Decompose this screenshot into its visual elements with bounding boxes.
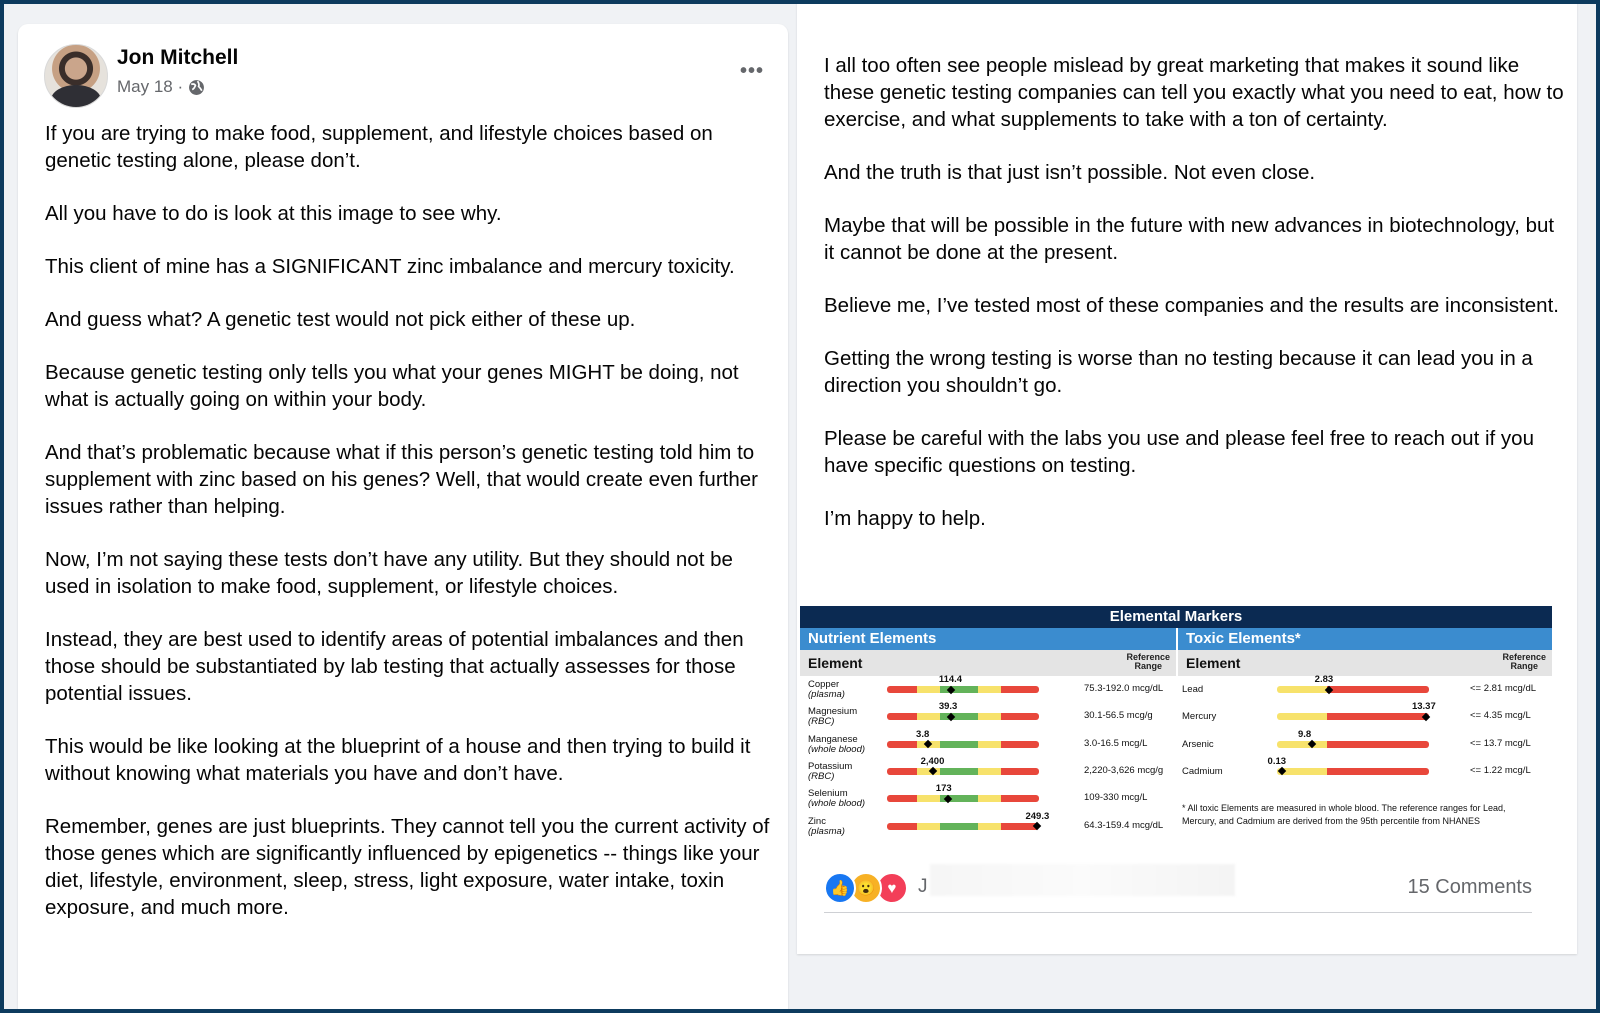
post-paragraph: If you are trying to make food, supplement, and lifestyle choices based on genetic testing alone, please don’t. [45, 122, 719, 172]
toxic-reference: <= 1.22 mcg/L [1470, 764, 1531, 776]
nutrient-name: Magnesium (RBC) [808, 706, 858, 728]
reference-column-label: Reference Range [1502, 652, 1546, 671]
nutrient-reference: 64.3-159.4 mcg/dL [1084, 819, 1164, 831]
post-card-right [797, 4, 1577, 954]
toxic-name: Mercury [1182, 711, 1217, 723]
nutrient-value: 173 [935, 783, 952, 795]
lab-report-image[interactable] [800, 606, 1552, 856]
post-paragraph: Believe me, I’ve tested most of these companies and the results are inconsistent. [824, 294, 1559, 317]
post-header [44, 44, 764, 108]
toxic-value: 13.37 [1411, 701, 1436, 713]
post-paragraph: Remember, genes are just blueprints. They cannot tell you the current activity of those genes which are significantly influenced by epigenetics -- things like your diet, lifestyle, environment, sleep, stress, light exposure, water intake, toxin exposure, and much more. [45, 815, 776, 919]
toxic-column-header [1178, 650, 1552, 676]
toxic-name: Cadmium [1182, 765, 1223, 777]
reference-column-label: Reference Range [1126, 652, 1170, 671]
toxic-reference: <= 4.35 mcg/L [1470, 710, 1531, 722]
column-divider [1176, 628, 1178, 856]
nutrient-value: 249.3 [1025, 810, 1050, 822]
wow-reaction-icon[interactable]: 😮 [850, 872, 882, 904]
post-paragraph: And that’s problematic because what if this person’s genetic testing told him to supplement with zinc based on his genes? Well, that would create even further issues rather than helping. [45, 441, 764, 518]
post-paragraph: Please be careful with the labs you use and please feel free to reach out if you have specific questions on testing. [824, 427, 1540, 477]
post-paragraph: Getting the wrong testing is worse than no testing because it can lead you in a direction you shouldn’t go. [824, 347, 1539, 397]
nutrient-reference: 3.0-16.5 mcg/L [1084, 737, 1148, 749]
toxic-value: 2.83 [1314, 674, 1334, 685]
post-card-left [18, 24, 788, 1009]
nutrient-name: Selenium (whole blood) [808, 788, 866, 810]
nutrient-name: Zinc (plasma) [808, 815, 845, 837]
action-divider [824, 912, 1532, 913]
toxic-reference: <= 13.7 mcg/L [1470, 737, 1531, 749]
toxic-name: Lead [1182, 684, 1204, 695]
post-paragraph: Instead, they are best used to identify areas of potential imbalances and then those should be substantiated by lab testing that actually assesses for those potential issues. [45, 628, 750, 705]
toxic-range-bar [1277, 768, 1429, 775]
toxic-value: 0.13 [1267, 755, 1287, 767]
nutrient-range-bar [887, 741, 1039, 748]
nutrient-reference: 109-330 mcg/L [1084, 792, 1148, 804]
nutrient-name: Copper (plasma) [808, 679, 845, 700]
nutrient-reference: 75.3-192.0 mcg/dL [1084, 683, 1164, 694]
nutrient-value: 3.8 [916, 728, 930, 740]
nutrient-range-bar [887, 823, 1039, 830]
screenshot-frame [4, 4, 1596, 1009]
nutrient-name: Manganese (whole blood) [808, 733, 866, 755]
globe-icon [188, 79, 205, 96]
post-paragraph: Now, I’m not saying these tests don’t have any utility. But they should not be used in isolation to make food, supplement, or lifestyle choices. [45, 548, 739, 598]
reaction-names[interactable]: J [918, 876, 928, 897]
author-avatar[interactable] [44, 44, 108, 108]
nutrient-reference: 30.1-56.5 mcg/g [1084, 710, 1153, 722]
toxic-range-bar [1277, 741, 1429, 748]
nutrient-section-header: Nutrient Elements [800, 628, 1176, 650]
author-name[interactable]: Jon Mitchell [117, 46, 239, 69]
post-paragraph: I all too often see people mislead by great marketing that makes it sound like these genetic testing companies can tell you exactly what you need to eat, how to exercise, and what supplements to take with a ton of certainty. [824, 54, 1570, 131]
toxic-range-bar [1277, 713, 1429, 720]
toxic-range-bar [1277, 686, 1429, 693]
toxic-reference: <= 2.81 mcg/dL [1470, 683, 1537, 694]
nutrient-range-bar [887, 686, 1039, 693]
element-column-label: Element [808, 655, 863, 671]
post-body-left [45, 120, 776, 947]
nutrient-reference: 2,220-3,626 mcg/g [1084, 764, 1164, 776]
post-paragraph: All you have to do is look at this image to see why. [45, 202, 502, 225]
comments-count[interactable]: 15 Comments [1407, 876, 1532, 898]
post-paragraph: I’m happy to help. [824, 507, 986, 530]
nutrient-value: 2,400 [920, 755, 945, 767]
post-paragraph: Maybe that will be possible in the future with new advances in biotechnology, but it cannot be done at the present. [824, 214, 1560, 264]
nutrient-range-bar [887, 713, 1039, 720]
report-footnote: * All toxic Elements are measured in whole blood. The reference ranges for Lead, Mercury, and Cadmium are derived from the 95th percentile from NHANES [1182, 803, 1506, 826]
nutrient-range-bar [887, 795, 1039, 802]
post-date[interactable]: May 18 · [117, 77, 184, 96]
post-body-right [824, 52, 1570, 558]
nutrient-range-bar [887, 768, 1039, 775]
like-reaction-icon[interactable]: 👍 [824, 872, 856, 904]
more-options-icon[interactable]: ••• [739, 60, 764, 82]
post-paragraph: This would be like looking at the blueprint of a house and then trying to build it without knowing what materials you have and don’t have. [45, 735, 757, 785]
report-title: Elemental Markers [800, 606, 1552, 628]
nutrient-name: Potassium (RBC) [808, 760, 853, 782]
toxic-name: Arsenic [1182, 738, 1214, 750]
nutrient-column-header [800, 650, 1176, 676]
post-paragraph: Because genetic testing only tells you what your genes MIGHT be doing, not what is actually going on within your body. [45, 361, 745, 411]
post-paragraph: This client of mine has a SIGNIFICANT zinc imbalance and mercury toxicity. [45, 255, 735, 278]
toxic-value: 9.8 [1297, 728, 1312, 740]
toxic-section-header: Toxic Elements* [1178, 628, 1552, 650]
element-column-label: Element [1186, 655, 1241, 671]
redacted-names [930, 864, 1235, 896]
reactions-bar [824, 872, 1532, 902]
nutrient-value: 114.4 [938, 674, 963, 685]
nutrient-value: 39.3 [938, 701, 958, 713]
post-meta [117, 77, 205, 97]
post-paragraph: And guess what? A genetic test would not pick either of these up. [45, 308, 636, 331]
post-paragraph: And the truth is that just isn’t possible. Not even close. [824, 161, 1316, 184]
love-reaction-icon[interactable]: ♥ [876, 872, 908, 904]
